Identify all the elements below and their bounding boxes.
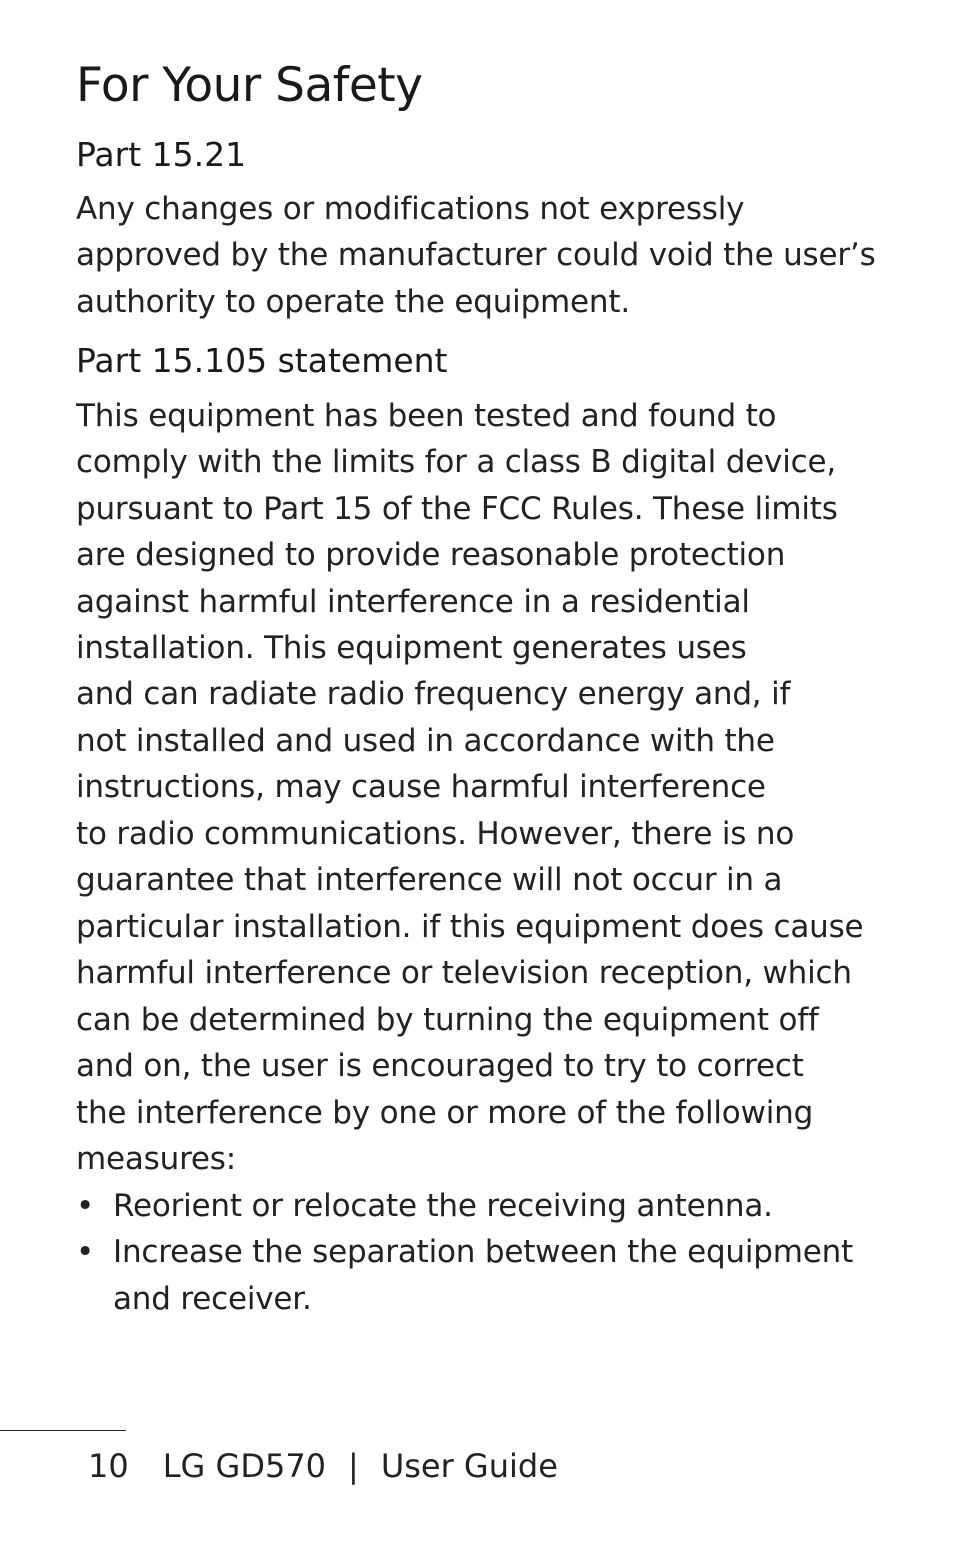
paragraph-line: to radio communications. However, there is no: [76, 816, 795, 852]
paragraph-line: not installed and used in accordance with the: [76, 723, 775, 759]
footer-rule: [0, 1430, 126, 1431]
page-title: For Your Safety: [76, 58, 423, 113]
list-item: Increase the separation between the equipment: [113, 1234, 854, 1270]
bullet-marker: •: [76, 1234, 95, 1270]
bullet-marker: •: [76, 1188, 95, 1224]
paragraph-line: Any changes or modifications not expressly: [76, 191, 745, 227]
list-item-continuation: and receiver.: [113, 1281, 312, 1317]
paragraph-line: are designed to provide reasonable protection: [76, 537, 786, 573]
paragraph-line: particular installation. if this equipment does cause: [76, 909, 864, 945]
paragraph-line: installation. This equipment generates uses: [76, 630, 747, 666]
footer-separator: |: [348, 1447, 359, 1485]
paragraph-line: harmful interference or television reception, which: [76, 955, 852, 991]
page-number: 10: [88, 1447, 129, 1485]
paragraph-line: instructions, may cause harmful interference: [76, 769, 766, 805]
paragraph-line: This equipment has been tested and found to: [76, 398, 777, 434]
paragraph-line: and can radiate radio frequency energy and, if: [76, 676, 791, 712]
paragraph-line: and on, the user is encouraged to try to correct: [76, 1048, 804, 1084]
list-item: Reorient or relocate the receiving antenna.: [113, 1188, 773, 1224]
page-footer: [88, 1444, 558, 1488]
paragraph-line: guarantee that interference will not occur in a: [76, 862, 783, 898]
paragraph-line: the interference by one or more of the following: [76, 1095, 814, 1131]
paragraph-line: can be determined by turning the equipment off: [76, 1002, 819, 1038]
paragraph-line: comply with the limits for a class B digital device,: [76, 444, 836, 480]
paragraph-line: against harmful interference in a residential: [76, 584, 750, 620]
guide-label: User Guide: [380, 1447, 558, 1485]
section-heading-part-15-21: Part 15.21: [76, 135, 247, 174]
product-name: LG GD570: [162, 1447, 327, 1485]
paragraph-line: approved by the manufacturer could void the user’s: [76, 237, 876, 273]
paragraph-line: authority to operate the equipment.: [76, 284, 630, 320]
section-heading-part-15-105: Part 15.105 statement: [76, 341, 448, 380]
paragraph-line: pursuant to Part 15 of the FCC Rules. These limits: [76, 491, 838, 527]
paragraph-line: measures:: [76, 1141, 236, 1177]
